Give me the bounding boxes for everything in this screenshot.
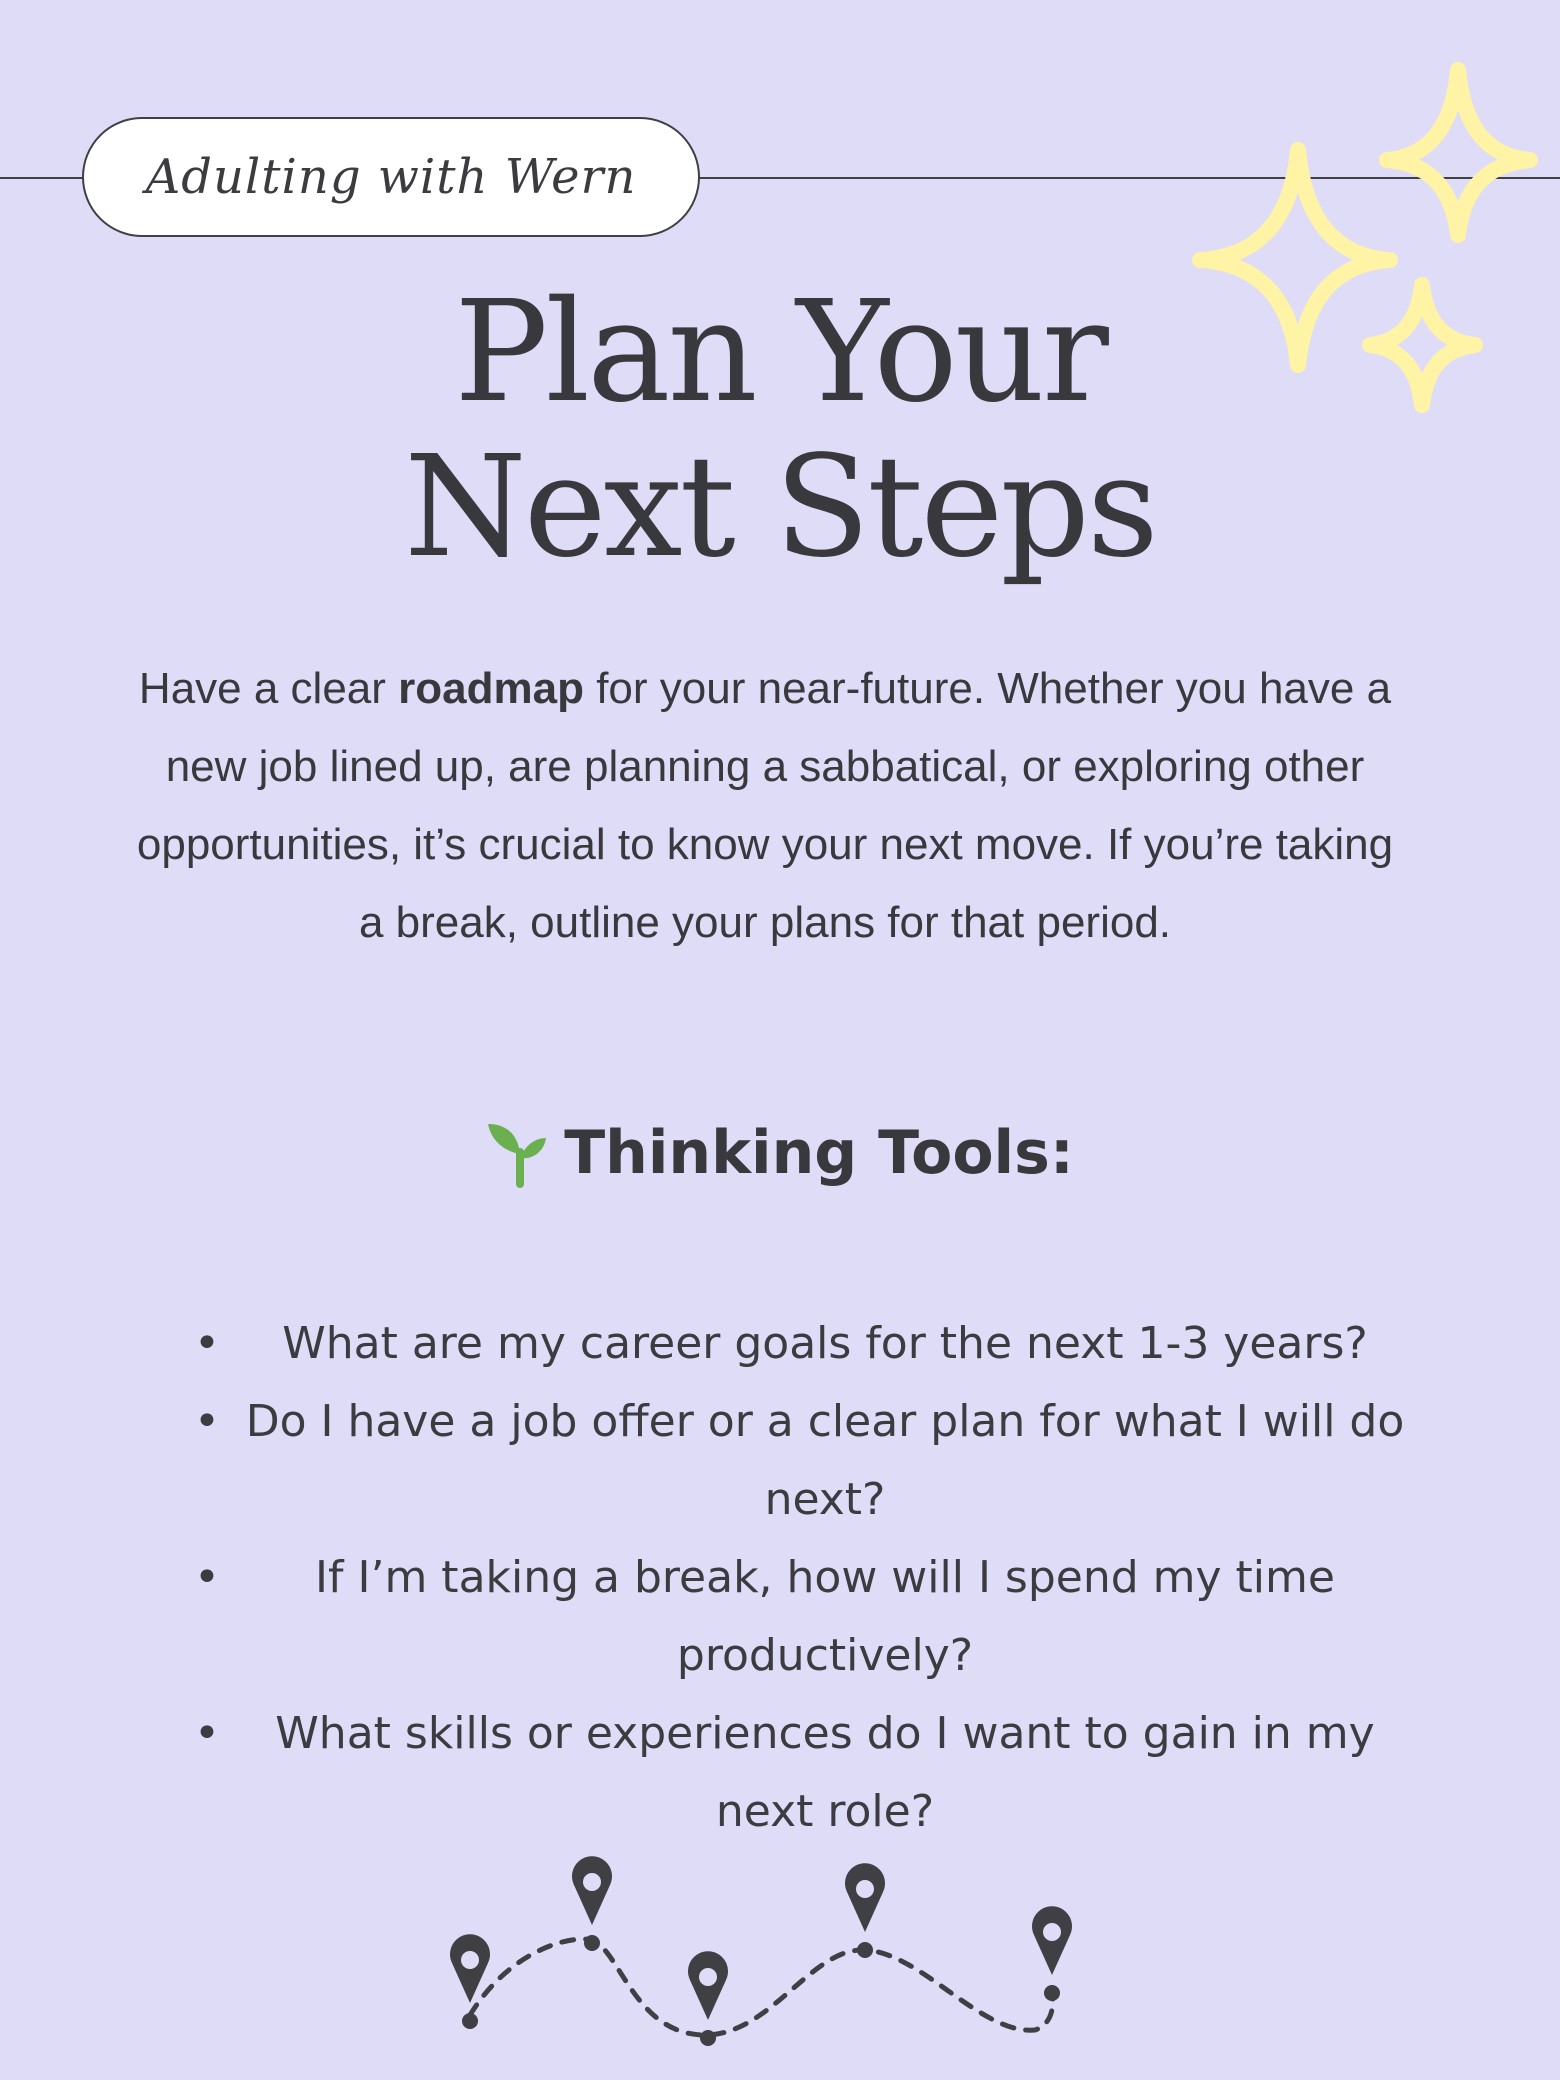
thinking-tools-list <box>180 1305 1430 1851</box>
list-item <box>180 1305 1430 1383</box>
list-item <box>180 1383 1430 1539</box>
brand-label: Adulting with Wern <box>145 149 637 205</box>
map-pin-icon <box>450 1934 490 2029</box>
list-item-text: What skills or experiences do I want to gain in my next role? <box>275 1708 1375 1837</box>
intro-paragraph <box>120 650 1410 962</box>
list-item <box>180 1695 1430 1851</box>
list-item-text: Do I have a job offer or a clear plan for what I will do next? <box>245 1396 1405 1525</box>
list-item-text: If I’m taking a break, how will I spend my time productively? <box>315 1552 1335 1681</box>
bullet-icon: • <box>194 1552 220 1603</box>
page-title <box>0 271 1560 589</box>
sprout-icon <box>486 1118 548 1188</box>
map-pin-icon <box>572 1856 612 1951</box>
title-line-1: Plan Your <box>454 271 1106 434</box>
title-line-2: Next Steps <box>404 426 1156 589</box>
intro-text-start: Have a clear <box>138 664 399 713</box>
intro-bold-roadmap: roadmap <box>398 664 584 713</box>
map-pin-icon <box>1032 1906 1072 2001</box>
route-map-pins-icon <box>430 1840 1100 2070</box>
bullet-icon: • <box>194 1318 220 1369</box>
bullet-icon: • <box>194 1396 220 1447</box>
list-item <box>180 1539 1430 1695</box>
brand-pill <box>82 117 700 237</box>
bullet-icon: • <box>194 1708 220 1759</box>
intro-text-end: for your near-future. Whether you have a new job lined up, are planning a sabbatical, or exploring other opportunities, it’s crucial to know your next move. If you’re taking a break, outline your plans for that period. <box>136 664 1394 947</box>
list-item-text: What are my career goals for the next 1-3 years? <box>282 1318 1368 1369</box>
map-pin-icon <box>845 1863 885 1958</box>
section-heading <box>0 1118 1560 1188</box>
section-title: Thinking Tools: <box>564 1118 1074 1188</box>
